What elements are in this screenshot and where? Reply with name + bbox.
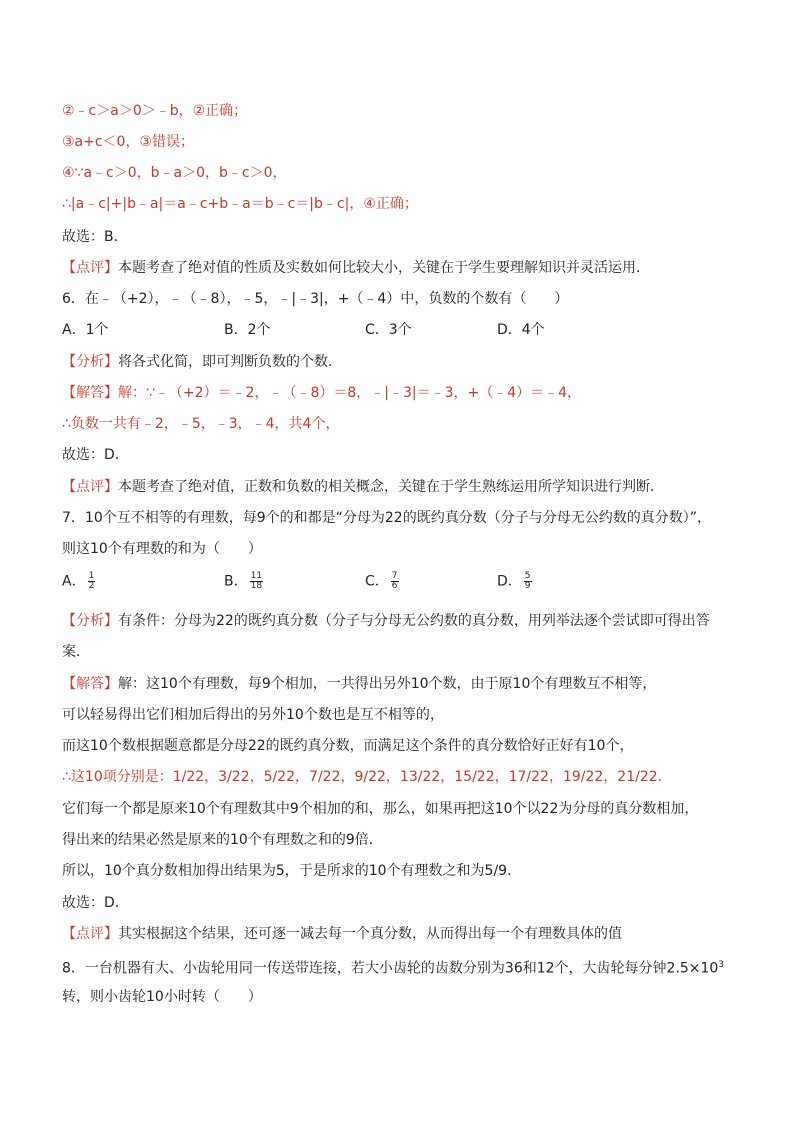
question-6: 6．在﹣（+2），﹣（﹣8），﹣5，﹣|﹣3|，+（﹣4）中，负数的个数有（ ）	[62, 291, 569, 307]
solution-tag: 【解答】	[62, 385, 118, 401]
q6-option-c: C．3个	[365, 322, 412, 338]
analysis-q7-line-2: 案．	[62, 644, 90, 660]
comment-q5: 【点评】本题考查了绝对值的性质及实数如何比较大小，关键在于学生要理解知识并灵活运用．	[62, 260, 650, 276]
q7-option-a: A． $\frac{1}{2}$	[62, 571, 95, 591]
q6-option-a: A．1个	[62, 322, 109, 338]
comment-tag: 【点评】	[62, 260, 118, 276]
analysis-q7: 【分析】有条件：分母为22的既约真分数（分子与分母无公约数的真分数，用列举法逐个尝试即可得出答	[62, 613, 710, 629]
solution-q7-line-6: 得出来的结果必然是原来的10个有理数之和的9倍．	[62, 832, 383, 848]
q7-option-d: D． $\frac{5}{9}$	[497, 571, 531, 591]
solution-q7-line-4: ∴这10项分别是：1/22，3/22，5/22，7/22，9/22，13/22，15/22，17/22，19/22，21/22．	[62, 769, 672, 785]
solution-q7-line-5: 它们每一个都是原来10个有理数其中9个相加的和，那么，如果再把这10个以22为分母的真分数相加，	[62, 801, 699, 817]
analysis-tag: 【分析】	[62, 354, 118, 370]
question-7: 7．10个互不相等的有理数，每9个的和都是“分母为22的既约真分数（分子与分母无公约数的真分数）”，	[62, 510, 711, 526]
question-7-line-2: 则这10个有理数的和为（ ）	[62, 541, 262, 557]
answer-q5: 故选：B．	[62, 229, 128, 245]
analysis-q6: 【分析】将各式化简，即可判断负数的个数．	[62, 354, 342, 370]
solution-line-3: ③a+c＜0，③错误；	[62, 134, 195, 150]
answer-q7: 故选：D．	[62, 895, 129, 911]
solution-tag: 【解答】	[62, 676, 118, 692]
q6-option-b: B．2个	[224, 322, 271, 338]
q7-option-b: B． $\frac{11}{18}$	[224, 571, 263, 591]
answer-q6: 故选：D．	[62, 447, 129, 463]
comment-q6: 【点评】本题考查了绝对值，正数和负数的相关概念，关键在于学生熟练运用所学知识进行判断．	[62, 479, 664, 495]
solution-q6-line-2: ∴负数一共有﹣2，﹣5，﹣3，﹣4，共4个，	[62, 416, 340, 432]
solution-q7-line-7: 所以，10个真分数相加得出结果为5，于是所求的10个有理数之和为5/9．	[62, 863, 522, 879]
solution-q7-line-3: 而这10个数根据题意都是分母22的既约真分数，而满足这个条件的真分数恰好正好有10个，	[62, 738, 634, 754]
solution-q7-line-2: 可以轻易得出它们相加后得出的另外10个数也是互不相等的，	[62, 707, 444, 723]
solution-q6: 【解答】解：∵﹣（+2）＝﹣2，﹣（﹣8）＝8，﹣|﹣3|＝﹣3，+（﹣4）＝﹣4，	[62, 385, 582, 401]
solution-line-4: ④∵a﹣c＞0，b﹣a＞0，b﹣c＞0，	[62, 165, 287, 181]
q7-option-c: C． $\frac{7}{6}$	[365, 571, 398, 591]
solution-line-2: ②﹣c＞a＞0＞﹣b，②正确；	[62, 103, 248, 119]
analysis-tag: 【分析】	[62, 613, 118, 629]
comment-q7: 【点评】其实根据这个结果，还可逐一减去每一个真分数，从而得出每一个有理数具体的值	[62, 926, 622, 942]
solution-line-5: ∴|a﹣c|+|b﹣a|＝a﹣c+b﹣a＝b﹣c＝|b﹣c|，④正确；	[62, 196, 418, 212]
question-8-line-2: 转，则小齿轮10小时转（ ）	[62, 989, 262, 1005]
q6-option-d: D．4个	[497, 322, 545, 338]
comment-tag: 【点评】	[62, 479, 118, 495]
solution-q7: 【解答】解：这10个有理数，每9个相加，一共得出另外10个数，由于原10个有理数互不相等，	[62, 676, 657, 692]
question-8: 8．一台机器有大、小齿轮用同一传送带连接，若大小齿轮的齿数分别为36和12个，大齿轮每分钟$2.5\times 10^3$	[62, 960, 725, 977]
comment-tag: 【点评】	[62, 926, 118, 942]
